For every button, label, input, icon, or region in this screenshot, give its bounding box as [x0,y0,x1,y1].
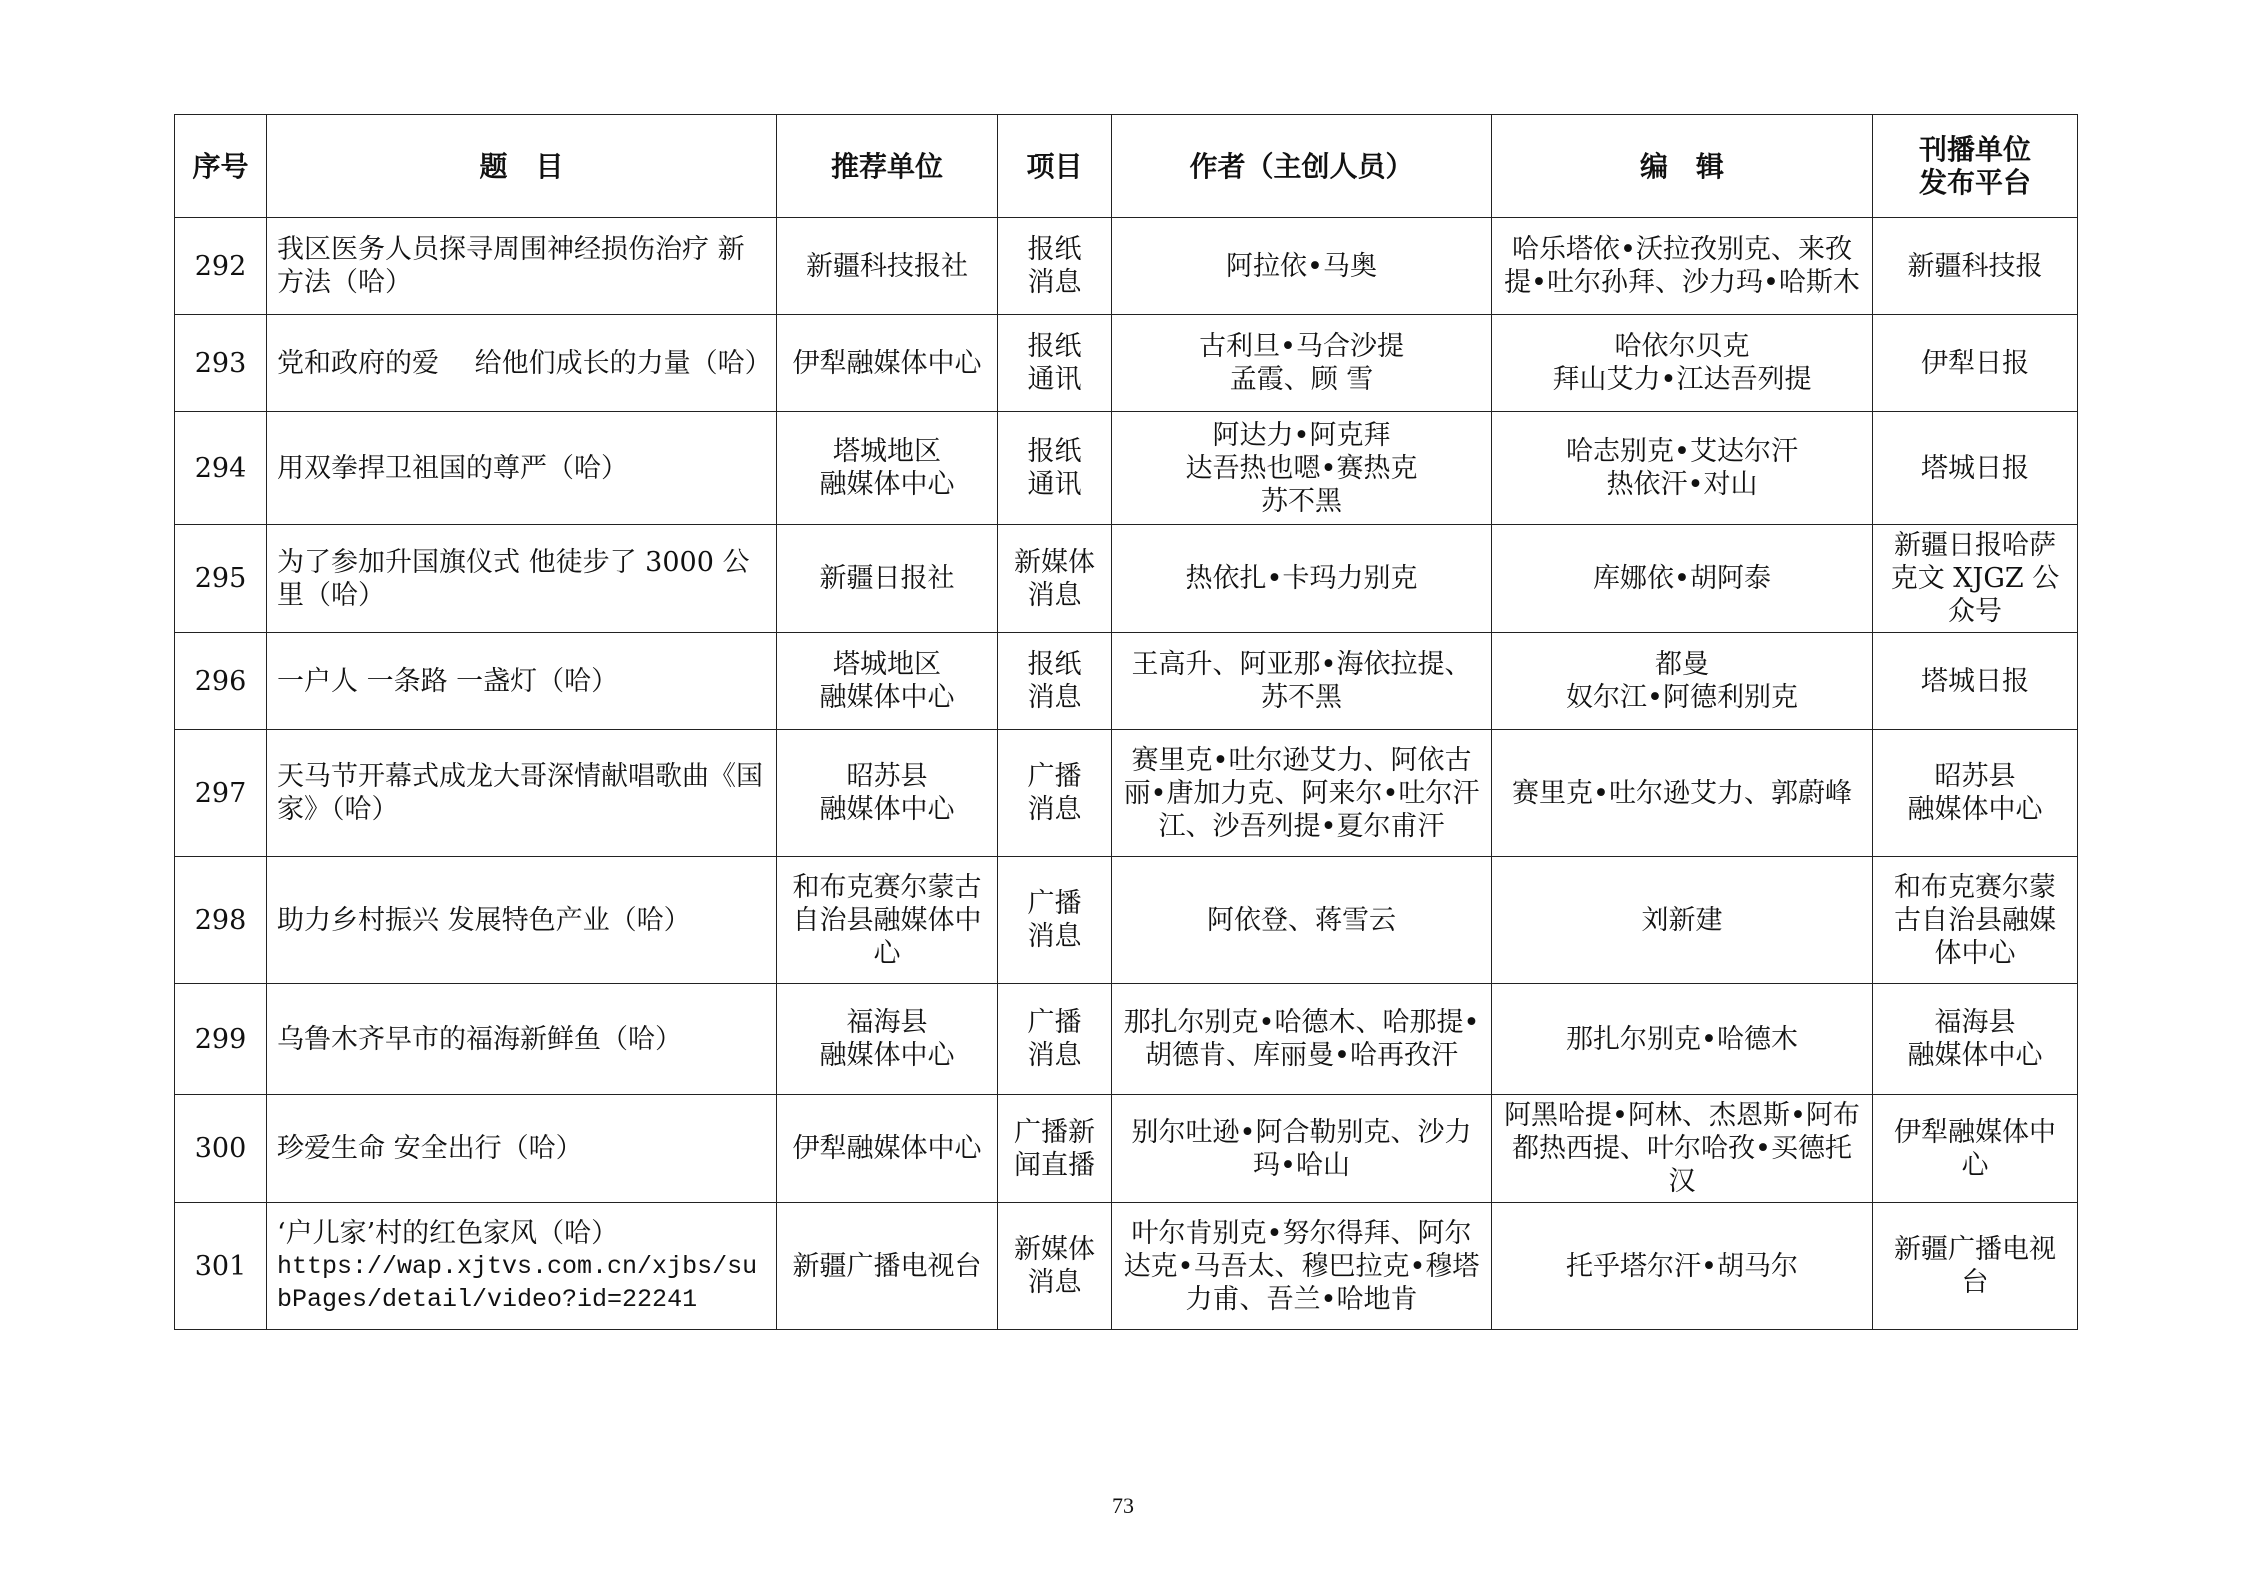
header-row [175,115,2078,218]
row-author-line: 达吾热也嗯•赛热克 [1185,452,1418,484]
row-category-line: 报纸 [1027,436,1082,467]
row-publisher-line: 新疆广播电视台 [1894,1234,2056,1298]
row-category-line: 消息 [1027,267,1082,298]
row-author [1112,525,1492,633]
header-publisher-line1: 刊播单位 [1918,133,2031,166]
row-editor [1492,1203,1873,1330]
row-publisher [1873,412,2078,525]
row-publisher [1873,525,2078,633]
row-editor-line: 托乎塔尔汗•胡马尔 [1566,1250,1798,1282]
award-table [174,114,2078,1330]
row-recommender-line: 融媒体中心 [819,794,955,825]
row-editor [1492,633,1873,730]
row-editor [1492,525,1873,633]
row-author [1112,218,1492,315]
row-editor-line: 库娜依•胡阿泰 [1593,563,1771,594]
row-publisher-line: 伊犁融媒体中心 [1894,1116,2056,1181]
row-editor-line: 都曼 [1655,649,1709,680]
row-recommender [777,218,998,315]
table-row [175,984,2078,1095]
row-publisher [1873,857,2078,984]
row-publisher-line: 新疆科技报 [1907,250,2043,282]
row-editor-line: 哈依尔贝克 [1614,331,1750,362]
row-title [267,1203,777,1330]
row-title [267,730,777,857]
row-number: 292 [175,218,267,315]
row-category [998,984,1112,1095]
table-row [175,857,2078,984]
row-editor [1492,984,1873,1095]
table-row [175,412,2078,525]
row-author-line: 阿拉依•马奥 [1226,250,1377,282]
row-category [998,218,1112,315]
row-publisher-line: 塔城日报 [1921,452,2029,484]
row-title [267,984,777,1095]
row-category-line: 广播 [1027,1007,1082,1038]
row-author [1112,315,1492,412]
row-title [267,315,777,412]
row-author-line: 古利旦•马合沙提 [1199,331,1404,362]
row-author-line: 那扎尔别克•哈德木、哈那提•胡德肯、库丽曼•哈再孜汗 [1123,1007,1480,1071]
row-author [1112,633,1492,730]
table-row [175,218,2078,315]
row-recommender [777,412,998,525]
header-category: 项目 [998,115,1112,218]
row-title-text: 助力乡村振兴 发展特色产业（哈） [277,904,691,936]
row-title-text: 为了参加升国旗仪式 他徒步了 3000 公里（哈） [277,546,750,611]
row-title-url[interactable]: https://wap.xjtvs.com.cn/xjbs/subPages/detail/video?id=22241 [277,1251,758,1314]
table-row [175,633,2078,730]
header-publisher [1873,115,2078,218]
row-number: 297 [175,730,267,857]
table-row [175,1203,2078,1330]
row-author-line: 叶尔肯别克•努尔得拜、阿尔达克•马吾太、穆巴拉克•穆塔力甫、吾兰•哈地肯 [1123,1217,1480,1315]
row-title [267,412,777,525]
row-category-line: 消息 [1027,1267,1082,1298]
row-author-line: 热依扎•卡玛力别克 [1185,563,1418,594]
row-category-line: 报纸 [1027,331,1082,362]
row-title [267,633,777,730]
row-editor [1492,1095,1873,1203]
row-category [998,633,1112,730]
row-publisher-line: 塔城日报 [1921,665,2029,697]
row-category-line: 消息 [1027,579,1082,611]
row-author [1112,730,1492,857]
row-editor [1492,218,1873,315]
row-editor-line: 哈乐塔依•沃拉孜别克、来孜提•吐尔孙拜、沙力玛•哈斯木 [1504,234,1860,298]
row-number: 299 [175,984,267,1095]
row-editor-line: 赛里克•吐尔逊艾力、郭蔚峰 [1512,777,1852,809]
row-editor [1492,412,1873,525]
table-row [175,1095,2078,1203]
row-publisher [1873,1095,2078,1203]
row-category-line: 新媒体 [1014,546,1095,578]
row-category-line: 通讯 [1027,364,1082,395]
row-category-line: 消息 [1027,921,1082,952]
row-title [267,525,777,633]
row-recommender-line: 塔城地区 [833,436,941,467]
row-category [998,857,1112,984]
row-publisher-line: 和布克赛尔蒙古自治县融媒体中心 [1894,871,2056,969]
row-number: 293 [175,315,267,412]
row-recommender-line: 伊犁融媒体中心 [792,1133,982,1164]
row-category-line: 广播 [1027,761,1082,792]
row-recommender-line: 新疆广播电视台 [792,1250,982,1282]
row-author-line: 苏不黑 [1261,485,1342,517]
row-editor-line: 奴尔江•阿德利别克 [1566,682,1798,713]
row-author-line: 王高升、阿亚那•海依拉提、苏不黑 [1131,649,1472,713]
row-number: 300 [175,1095,267,1203]
row-publisher-line: 福海县 [1934,1007,2016,1038]
row-publisher [1873,315,2078,412]
row-category [998,1095,1112,1203]
row-category [998,525,1112,633]
table-row [175,315,2078,412]
row-author [1112,857,1492,984]
row-publisher [1873,984,2078,1095]
row-number: 301 [175,1203,267,1330]
row-author-line: 别尔吐逊•阿合勒别克、沙力玛•哈山 [1131,1116,1472,1181]
row-recommender [777,857,998,984]
row-recommender-line: 伊犁融媒体中心 [792,347,982,379]
row-author-line: 阿达力•阿克拜 [1212,419,1391,451]
row-recommender-line: 新疆科技报社 [806,250,968,282]
header-no: 序号 [175,115,267,218]
header-editor: 编 辑 [1492,115,1873,218]
row-editor-line: 阿黑哈提•阿林、杰恩斯•阿布都热西提、叶尔哈孜•买德托汉 [1504,1100,1860,1197]
header-author: 作者（主创人员） [1112,115,1492,218]
row-title-text: 天马节开幕式成龙大哥深情献唱歌曲《国家》（哈） [277,761,763,825]
row-category-line: 报纸 [1027,234,1082,265]
row-category-line: 广播 [1027,888,1082,919]
row-title-text: 我区医务人员探寻周围神经损伤治疗 新方法（哈） [277,234,745,298]
row-publisher [1873,730,2078,857]
row-category-line: 消息 [1027,682,1082,713]
row-author-line: 阿依登、蒋雪云 [1207,904,1396,936]
row-category-line: 通讯 [1027,469,1082,500]
row-category-line: 新媒体 [1014,1234,1095,1265]
row-recommender-line: 融媒体中心 [819,469,955,500]
row-title [267,857,777,984]
row-category-line: 报纸 [1027,649,1082,680]
row-author [1112,1203,1492,1330]
row-recommender-line: 融媒体中心 [819,1040,955,1071]
row-category [998,730,1112,857]
row-editor [1492,730,1873,857]
row-author [1112,412,1492,525]
row-publisher-line: 昭苏县 [1934,761,2016,792]
row-editor-line: 拜山艾力•江达吾列提 [1552,364,1812,395]
row-author [1112,1095,1492,1203]
row-category-line: 消息 [1027,794,1082,825]
header-publisher-line2: 发布平台 [1918,166,2031,199]
row-recommender [777,984,998,1095]
row-number: 295 [175,525,267,633]
row-recommender-line: 福海县 [846,1007,928,1038]
row-editor-line: 刘新建 [1641,904,1723,936]
row-recommender-line: 融媒体中心 [819,682,955,713]
row-title-text: 乌鲁木齐早市的福海新鲜鱼（哈） [277,1023,682,1055]
row-title-text: 珍爱生命 安全出行（哈） [277,1133,583,1164]
row-title [267,218,777,315]
row-recommender-line: 塔城地区 [833,649,941,680]
page-number: 73 [1112,1493,1134,1518]
row-category [998,315,1112,412]
row-editor-line: 那扎尔别克•哈德木 [1566,1023,1798,1055]
row-author-line: 赛里克•吐尔逊艾力、阿依古丽•唐加力克、阿来尔•吐尔汗江、沙吾列提•夏尔甫汗 [1123,744,1480,842]
row-publisher-line: 融媒体中心 [1907,1040,2043,1071]
header-recommender: 推荐单位 [777,115,998,218]
row-category [998,412,1112,525]
row-recommender-line: 和布克赛尔蒙古自治县融媒体中心 [792,871,982,969]
row-recommender [777,1095,998,1203]
row-category-line: 广播新闻直播 [1014,1116,1095,1181]
row-publisher [1873,218,2078,315]
row-recommender [777,525,998,633]
row-author [1112,984,1492,1095]
row-editor [1492,857,1873,984]
row-title-text: 一户人 一条路 一盏灯（哈） [277,665,619,697]
row-editor-line: 热依汗•对山 [1606,469,1758,500]
row-recommender [777,633,998,730]
header-title: 题 目 [267,115,777,218]
row-title-text: 党和政府的爱 给他们成长的力量（哈） [277,347,772,379]
row-author-line: 孟霞、顾 雪 [1229,364,1374,395]
row-editor-line: 哈志别克•艾达尔汗 [1566,436,1798,467]
table-row [175,730,2078,857]
row-recommender [777,730,998,857]
row-category-line: 消息 [1027,1040,1082,1071]
row-number: 298 [175,857,267,984]
row-publisher-line: 伊犁日报 [1921,347,2029,379]
row-number: 296 [175,633,267,730]
row-title-text: ‘户儿家’村的红色家风（哈） [277,1217,619,1249]
row-recommender-line: 新疆日报社 [819,563,955,594]
row-title-text: 用双拳捍卫祖国的尊严（哈） [277,452,628,484]
row-publisher [1873,1203,2078,1330]
row-recommender-line: 昭苏县 [846,761,928,792]
row-recommender [777,315,998,412]
table-row [175,525,2078,633]
row-recommender [777,1203,998,1330]
row-number: 294 [175,412,267,525]
row-publisher-line: 新疆日报哈萨克文 XJGZ 公众号 [1890,530,2060,627]
row-publisher [1873,633,2078,730]
row-editor [1492,315,1873,412]
row-title [267,1095,777,1203]
row-publisher-line: 融媒体中心 [1907,794,2043,825]
row-category [998,1203,1112,1330]
table-body [175,218,2078,1330]
